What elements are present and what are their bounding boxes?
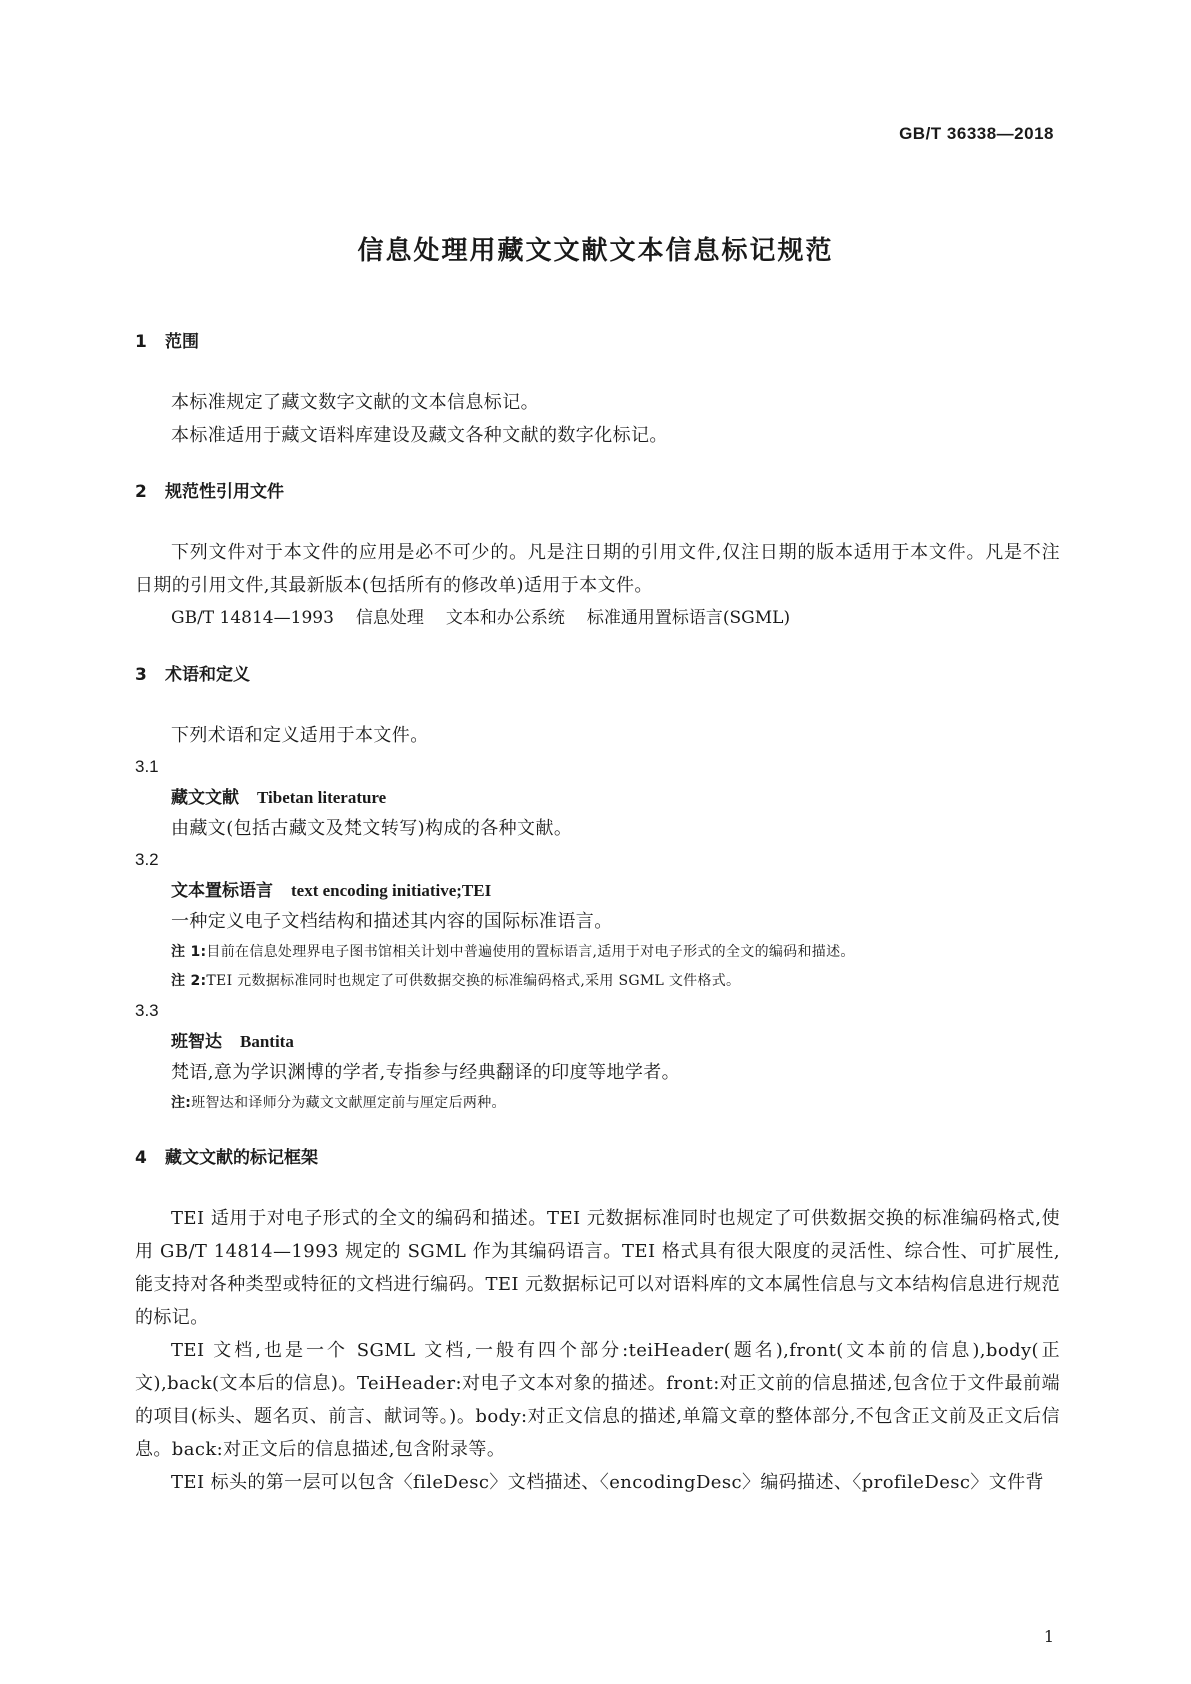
paragraph: 下列文件对于本文件的应用是必不可少的。凡是注日期的引用文件,仅注日期的版本适用于本文件。凡是不注日期的引用文件,其最新版本(包括所有的修改单)适用于本文件。 — [135, 542, 1060, 596]
section-title: 范围 — [165, 332, 199, 352]
paragraph: TEI 文档,也是一个 SGML 文档,一般有四个部分:teiHeader(题名),front(文本前的信息),body(正文),back(文本后的信息)。TeiHeader:对电子文本对象的描述。front:对正文前的信息描述,包含位于文件最前端的项目(标头、题名页、前言、献词等。)。body:对正文信息的描述,单篇文章的整体部分,不包含正文前及正文后信息。back:对正文后的信息描述,包含附录等。 — [135, 1340, 1060, 1460]
term-definition: 由藏文(包括古藏文及梵文转写)构成的各种文献。 — [171, 818, 573, 839]
section-heading — [135, 330, 1060, 354]
section-heading — [135, 1146, 1060, 1170]
section-scope — [135, 330, 1060, 452]
reference-title-part: 信息处理 — [355, 608, 424, 628]
section-heading — [135, 663, 1060, 687]
term-en: Bantita — [240, 1032, 294, 1051]
section-markup-framework — [135, 1146, 1060, 1499]
note-text: TEI 元数据标准同时也规定了可供数据交换的标准编码格式,采用 SGML 文件格式。 — [206, 973, 741, 989]
note-label: 注: — [171, 1095, 192, 1111]
section-title: 术语和定义 — [165, 665, 250, 685]
section-terms-definitions — [135, 663, 1060, 1118]
standard-code: GB/T 36338—2018 — [899, 124, 1054, 143]
term-note — [171, 938, 1060, 967]
section-number: 2 — [135, 482, 147, 502]
term-definition: 梵语,意为学识渊博的学者,专指参与经典翻译的印度等地学者。 — [171, 1062, 681, 1083]
term-zh: 班智达 — [171, 1032, 222, 1052]
reference-entry — [171, 602, 1060, 635]
term-en: Tibetan literature — [257, 788, 387, 807]
term-heading — [171, 1026, 1060, 1057]
paragraph: 本标准规定了藏文数字文献的文本信息标记。 — [171, 392, 539, 413]
term-entry — [135, 845, 1060, 996]
reference-title-part: 标准通用置标语言(SGML) — [586, 608, 791, 628]
term-en: text encoding initiative;TEI — [291, 881, 492, 900]
term-entry — [135, 752, 1060, 845]
reference-code: GB/T 14814—1993 — [171, 608, 334, 628]
term-number: 3.2 — [135, 850, 159, 869]
paragraph: TEI 适用于对电子形式的全文的编码和描述。TEI 元数据标准同时也规定了可供数据交换的标准编码格式,使用 GB/T 14814—1993 规定的 SGML 作为其编码语言。TEI 格式具有很大限度的灵活性、综合性、可扩展性,能支持对各种类型或特征的文档进行编码。TEI 元数据标记可以对语料库的文本属性信息与文本结构信息进行规范的标记。 — [135, 1208, 1060, 1328]
term-number: 3.1 — [135, 757, 159, 776]
section-number: 1 — [135, 332, 147, 352]
note-label: 注 1: — [171, 944, 207, 960]
section-title: 规范性引用文件 — [165, 482, 284, 502]
paragraph: 本标准适用于藏文语料库建设及藏文各种文献的数字化标记。 — [171, 425, 668, 446]
term-heading — [171, 782, 1060, 813]
paragraph: TEI 标头的第一层可以包含〈fileDesc〉文档描述、〈encodingDesc〉编码描述、〈profileDesc〉文件背 — [171, 1472, 1044, 1493]
reference-title-part: 文本和办公系统 — [445, 608, 565, 628]
term-heading — [171, 875, 1060, 906]
section-number: 4 — [135, 1148, 147, 1168]
note-text: 目前在信息处理界电子图书馆相关计划中普遍使用的置标语言,适用于对电子形式的全文的编码和描述。 — [206, 944, 855, 960]
section-number: 3 — [135, 665, 147, 685]
term-entry — [135, 996, 1060, 1118]
note-text: 班智达和译师分为藏文文献厘定前与厘定后两种。 — [191, 1095, 506, 1111]
paragraph: 下列术语和定义适用于本文件。 — [171, 725, 429, 746]
section-title: 藏文文献的标记框架 — [165, 1148, 318, 1168]
section-heading — [135, 480, 1060, 504]
term-note — [171, 1089, 1060, 1118]
section-normative-references — [135, 480, 1060, 635]
page-title: 信息处理用藏文文献文本信息标记规范 — [357, 236, 834, 266]
term-number: 3.3 — [135, 1001, 159, 1020]
note-label: 注 2: — [171, 973, 207, 989]
term-zh: 藏文文献 — [171, 788, 239, 808]
document-body — [135, 330, 1060, 1499]
term-definition: 一种定义电子文档结构和描述其内容的国际标准语言。 — [171, 911, 613, 932]
page-number: 1 — [1043, 1627, 1054, 1646]
term-note — [171, 967, 1060, 996]
term-zh: 文本置标语言 — [171, 881, 273, 901]
